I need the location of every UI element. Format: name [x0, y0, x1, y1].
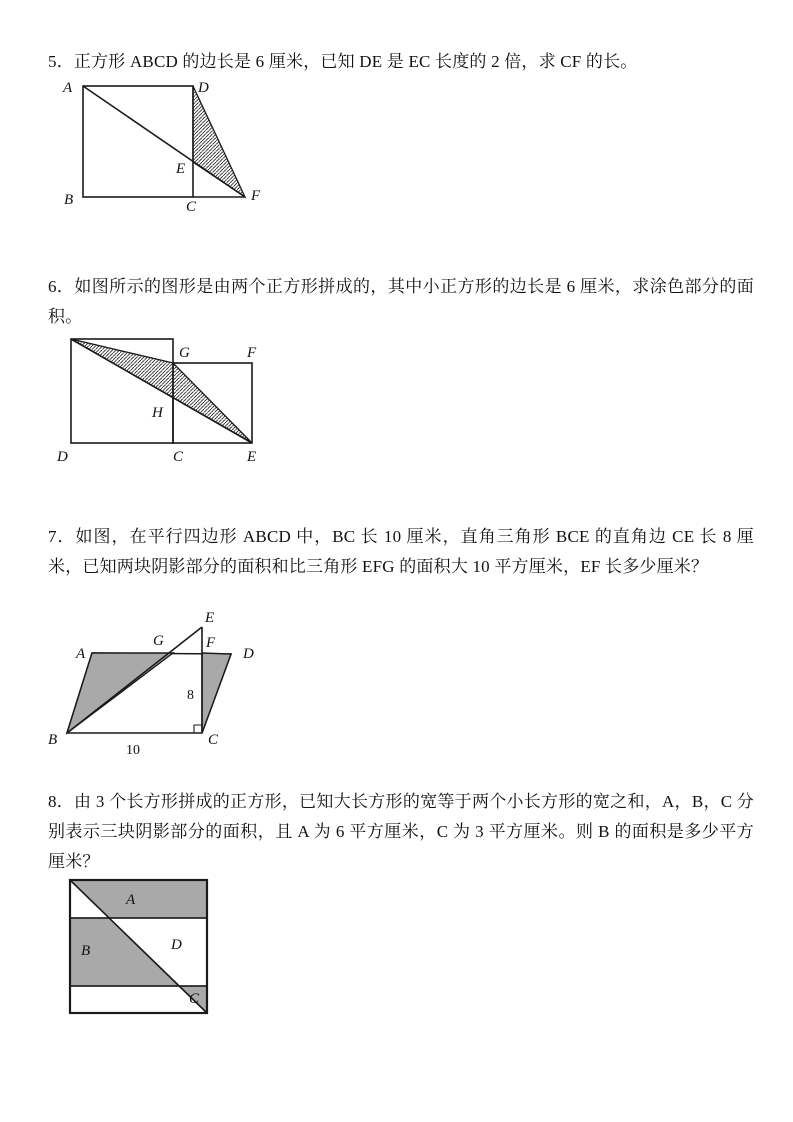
figure-problem-6 [50, 332, 272, 468]
label-b: B [81, 943, 91, 959]
label-d: D [243, 646, 254, 662]
line-a-to-f [83, 86, 245, 197]
label-f: F [206, 635, 216, 651]
label-c: C [173, 449, 184, 465]
label-g: G [179, 345, 190, 361]
figure-problem-5 [55, 78, 277, 220]
label-c: C [208, 732, 219, 748]
label-c: C [186, 199, 197, 215]
figure-problem-7 [40, 608, 272, 766]
shaded-triangle-fdc [202, 653, 231, 733]
label-e: E [247, 449, 257, 465]
problem-6-text: 6．如图所示的图形是由两个正方形拼成的，其中小正方形的边长是 6 厘米，求涂色部分的面积。 [48, 277, 754, 326]
problem-8-text: 8．由 3 个长方形拼成的正方形，已知大长方形的宽等于两个小长方形的宽之和，A，B，C 分别表示三块阴影部分的面积，且 A 为 6 平方厘米，C 为 3 平方厘米。则 B 的面积是多少平方厘米？ [48, 792, 754, 871]
measurement-bc: 10 [126, 743, 140, 758]
label-a: A [76, 646, 86, 662]
label-e: E [205, 610, 215, 626]
measurement-ce: 8 [187, 688, 194, 703]
label-f: F [247, 345, 257, 361]
label-b: B [64, 192, 74, 208]
right-angle-mark [194, 725, 202, 733]
label-d: D [198, 80, 209, 96]
problem-5-text: 5．正方形 ABCD 的边长是 6 厘米，已知 DE 是 EC 长度的 2 倍，求 CF 的长。 [48, 52, 638, 71]
label-g: G [153, 633, 164, 649]
label-a: A [126, 892, 136, 908]
figure-problem-8 [62, 872, 217, 1022]
problem-7-text: 7．如图，在平行四边形 ABCD 中，BC 长 10 厘米，直角三角形 BCE 的直角边 CE 长 8 厘米，已知两块阴影部分的面积和比三角形 EFG 的面积大 10 平方厘米，EF 长多少厘米？ [48, 527, 754, 576]
label-h: H [152, 405, 163, 421]
line-topleft-to-e [71, 339, 252, 443]
label-d: D [171, 937, 182, 953]
label-a: A [63, 80, 73, 96]
label-e: E [176, 161, 186, 177]
square-abcd [83, 86, 193, 197]
label-b: B [48, 732, 58, 748]
label-d: D [57, 449, 68, 465]
label-c: C [189, 991, 200, 1007]
shaded-triangle-def [193, 86, 245, 197]
label-f: F [251, 188, 261, 204]
